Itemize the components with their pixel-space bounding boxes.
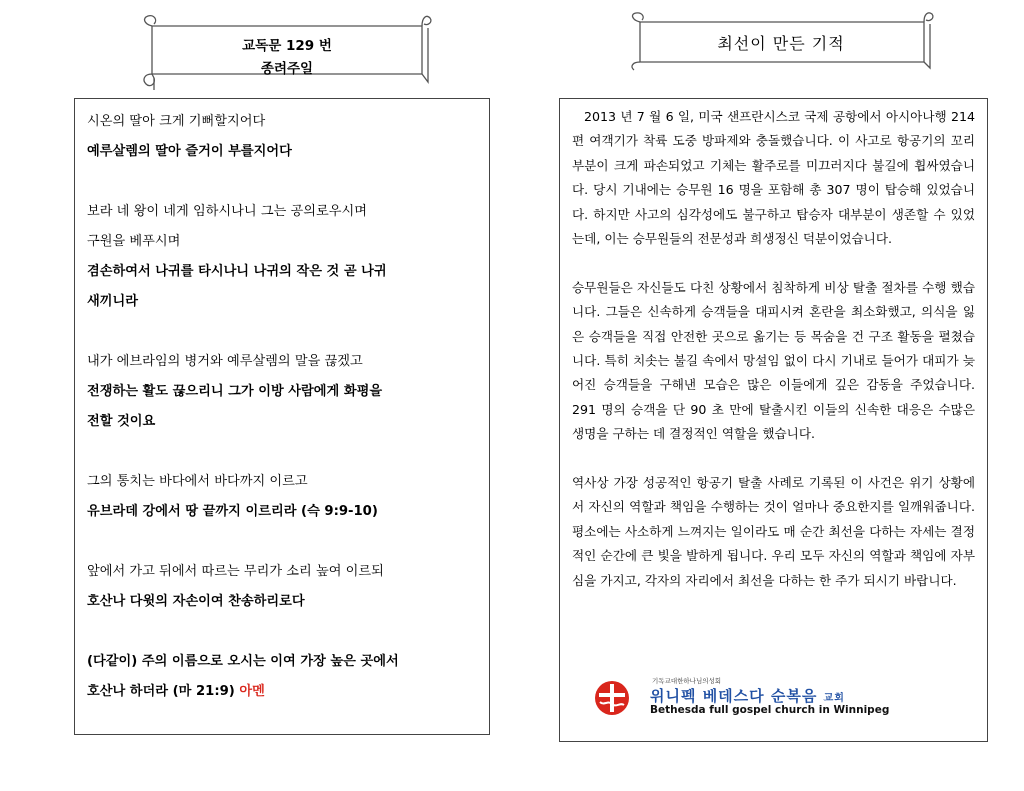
reading-final-line [87,677,477,707]
church-korean-suffix: 교회 [823,693,845,704]
congregation-line: 새끼니라 [87,294,138,309]
leader-line: 보라 네 왕이 네게 임하시나니 그는 공의로우시며 [87,204,367,219]
leader-line: 시온의 딸아 크게 기뻐할지어다 [87,114,266,129]
denomination-label: 기독교대한하나님의성회 [652,677,722,685]
bethesda-cross-circle-icon [594,680,630,716]
congregation-line: 유브라데 강에서 땅 끝까지 이르리라 (슥 9:9-10) [87,504,378,519]
essay-title-banner [628,12,936,66]
essay-paragraph: 2013 년 7 월 6 일, 미국 샌프란시스코 국제 공항에서 아시아나행 214 편 여객기가 착륙 도중 방파제와 충돌했습니다. 이 사고로 항공기의 꼬리 부분이 크게 파손되었고 기체는 활주로를 미끄러지다 불길에 휩싸였습니다. 당시 기내에는 승무원 16 명을 포함해 총 307 명이 탑승해 있었습니다. 하지만 사고의 심각성에도 불구하고 탑승자 대부분이 생존할 수 있었는데, 이는 승무원들의 전문성과 희생정신 덕분이었습니다. [572,109,975,247]
congregation-line: 겸손하여서 나귀를 타시나니 나귀의 작은 것 곧 나귀 [87,264,387,279]
reading-title: 종려주일 [260,61,314,77]
stanza-gap [87,317,477,347]
essay-panel [559,98,988,742]
congregation-line: 예루살렘의 딸아 즐거이 부를지어다 [87,144,292,159]
congregation-line: (다같이) 주의 이름으로 오시는 이여 가장 높은 곳에서 [87,654,399,669]
congregation-line: 호산나 다윗의 자손이여 찬송하리로다 [87,594,305,609]
church-logo [594,676,934,720]
reading-number: 교독문 129 번 [242,38,332,54]
amen-text: 아멘 [239,684,265,699]
congregation-line: 전할 것이요 [87,414,156,429]
essay-title: 최선이 만든 기적 [717,34,845,53]
stanza-gap [87,437,477,467]
stanza-gap [87,527,477,557]
essay-paragraph: 승무원들은 자신들도 다친 상황에서 침착하게 비상 탈출 절차를 수행 했습니다. 그들은 신속하게 승객들을 대피시켜 혼란을 최소화했고, 의식을 잃은 승객들을 직접 안전한 곳으로 옮기는 등 목숨을 건 구조 활동을 펼쳤습니다. 특히 치솟는 불길 속에서 망설임 없이 다시 기내로 들어가 대피가 늦어진 승객들을 구해낸 모습은 많은 이들에게 깊은 감동을 주었습니다. 291 명의 승객을 단 90 초 만에 탈출시킨 이들의 신속한 대응은 수많은 생명을 구하는 데 결정적인 역할을 했습니다. [572,279,975,442]
church-english-name: Bethesda full gospel church in Winnipeg [650,704,890,716]
congregation-line: 전쟁하는 활도 끊으리니 그가 이방 사람에게 화평을 [87,384,383,399]
stanza-gap [87,167,477,197]
final-verse: 호산나 하더라 (마 21:9) [87,684,235,699]
leader-line: 내가 에브라임의 병거와 예루살렘의 말을 끊겠고 [87,354,363,369]
leader-line: 그의 통치는 바다에서 바다까지 이르고 [87,474,308,489]
church-korean-name [650,685,845,706]
essay-paragraph: 역사상 가장 성공적인 항공기 탈출 사례로 기록된 이 사건은 위기 상황에서 자신의 역할과 책임을 수행하는 것이 얼마나 중요한지를 일깨워줍니다. 평소에는 사소하게 느껴지는 일이라도 매 순간 최선을 다하는 자세는 결정적인 순간에 큰 빛을 발하게 됩니다. 우리 모두 자신의 역할과 책임에 자부심을 가지고, 각자의 자리에서 최선을 다하는 한 주가 되시기 바랍니다. [572,475,975,588]
leader-line: 앞에서 가고 뒤에서 따르는 무리가 소리 높여 이르되 [87,564,384,579]
leader-line: 구원을 베푸시며 [87,234,181,249]
responsive-reading-text [87,107,477,677]
responsive-reading-panel [74,98,490,735]
responsive-reading-banner [138,14,432,90]
stanza-gap [87,617,477,647]
church-korean-main: 위니펙 베데스다 순복음 [650,687,818,705]
